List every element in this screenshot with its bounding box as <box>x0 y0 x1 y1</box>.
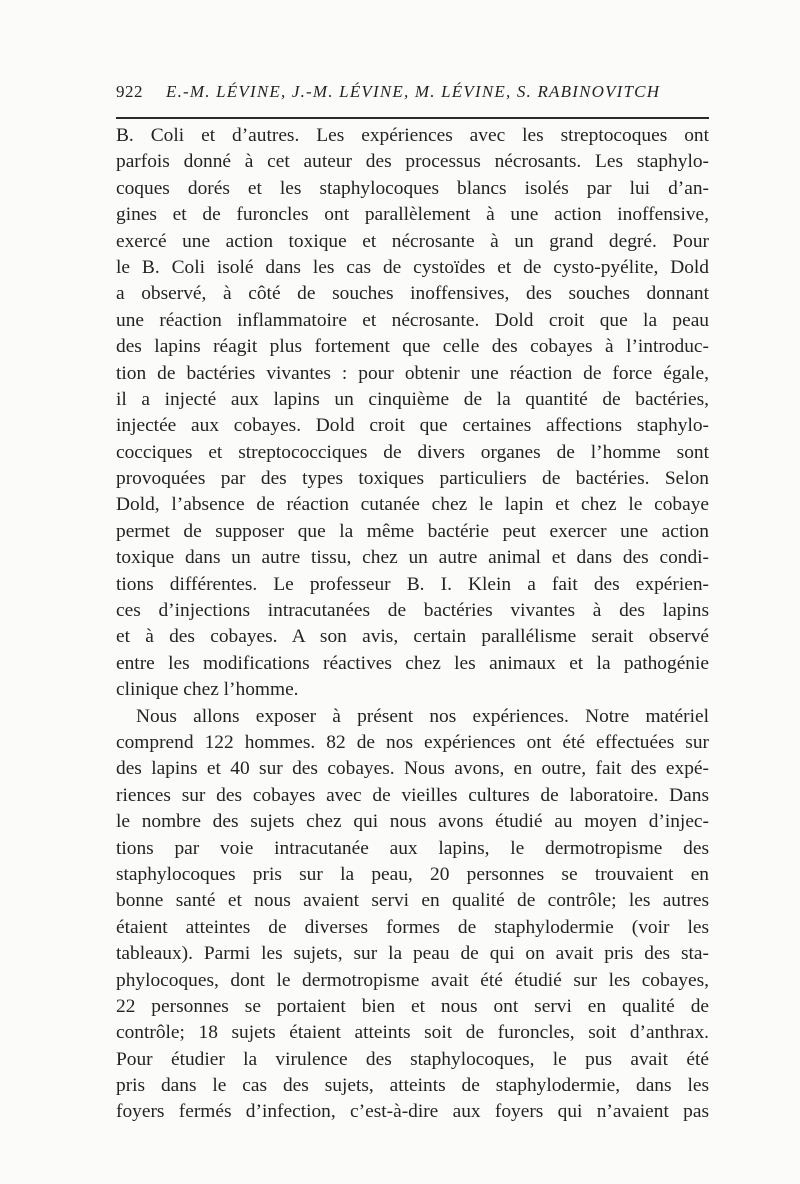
text-line: tions différentes. Le professeur B. I. Klein a fait des expérien- <box>116 573 709 595</box>
text-line: tion de bactéries vivantes : pour obtenir une réaction de force égale, <box>116 362 709 384</box>
header-rule <box>116 117 709 119</box>
text-line: 22 personnes se portaient bien et nous ont servi en qualité de <box>116 995 709 1017</box>
text-line: entre les modifications réactives chez les animaux et la pathogénie <box>116 652 709 674</box>
text-line: Nous allons exposer à présent nos expériences. Notre matériel <box>136 705 709 727</box>
text-line: le nombre des sujets chez qui nous avons étudié au moyen d’injec- <box>116 811 709 833</box>
text-line: étaient atteintes de diverses formes de staphylodermie (voir les <box>116 916 709 938</box>
text-line: coques dorés et les staphylocoques blancs isolés par lui d’an- <box>116 177 709 199</box>
text-line: staphylocoques pris sur la peau, 20 personnes se trouvaient en <box>116 863 709 885</box>
text-line: permet de supposer que la même bactérie peut exercer une action <box>116 520 709 542</box>
text-line: et à des cobayes. A son avis, certain parallélisme serait observé <box>116 626 709 648</box>
text-line: des lapins et 40 sur des cobayes. Nous avons, en outre, fait des expé- <box>116 758 709 780</box>
text-line: pris dans le cas des sujets, atteints de staphylodermie, dans les <box>116 1075 709 1097</box>
text-line: injectée aux cobayes. Dold croit que certaines affections staphylo- <box>116 415 709 437</box>
text-line: Dold, l’absence de réaction cutanée chez le lapin et chez le cobaye <box>116 494 709 516</box>
text-line: ces d’injections intracutanées de bactéries vivantes à des lapins <box>116 600 709 622</box>
text-line: bonne santé et nous avaient servi en qualité de contrôle; les autres <box>116 890 709 912</box>
page-header <box>116 82 709 112</box>
text-line: tableaux). Parmi les sujets, sur la peau de qui on avait pris des sta- <box>116 943 709 965</box>
text-line: gines et de furoncles ont parallèlement à une action inoffensive, <box>116 204 709 226</box>
text-line: tions par voie intracutanée aux lapins, le dermotropisme des <box>116 837 709 859</box>
text-line: exercé une action toxique et nécrosante à un grand degré. Pour <box>116 230 709 252</box>
text-line: phylocoques, dont le dermotropisme avait été étudié sur les cobayes, <box>116 969 709 991</box>
text-line: une réaction inflammatoire et nécrosante. Dold croit que la peau <box>116 309 709 331</box>
page-number: 922 <box>116 82 143 101</box>
text-line: B. Coli et d’autres. Les expériences avec les streptocoques ont <box>116 125 709 146</box>
text-line: clinique chez l’homme. <box>116 679 299 701</box>
text-line: contrôle; 18 sujets étaient atteints soit de furoncles, soit d’anthrax. <box>116 1022 709 1044</box>
text-line: Pour étudier la virulence des staphylocoques, le pus avait été <box>116 1048 709 1070</box>
text-line: des lapins réagit plus fortement que celle des cobayes à l’introduc- <box>116 336 709 358</box>
text-line: cocciques et streptococciques de divers organes de l’homme sont <box>116 441 709 463</box>
text-line: foyers fermés d’infection, c’est-à-dire aux foyers qui n’avaient pas <box>116 1101 709 1123</box>
body-text <box>116 123 709 1126</box>
text-line: toxique dans un autre tissu, chez un autre animal et dans des condi- <box>116 547 709 569</box>
text-line: provoquées par des types toxiques particuliers de bactéries. Selon <box>116 468 709 490</box>
text-line: riences sur des cobayes avec de vieilles cultures de laboratoire. Dans <box>116 784 709 806</box>
text-line: parfois donné à cet auteur des processus nécrosants. Les staphylo- <box>116 151 709 173</box>
text-line: a observé, à côté de souches inoffensives, des souches donnant <box>116 283 709 305</box>
text-line: le B. Coli isolé dans les cas de cystoïdes et de cysto-pyélite, Dold <box>116 256 709 278</box>
running-head: E.-M. LÉVINE, J.-M. LÉVINE, M. LÉVINE, S. RABINOVITCH <box>166 82 661 101</box>
text-line: il a injecté aux lapins un cinquième de la quantité de bactéries, <box>116 388 709 410</box>
text-line: comprend 122 hommes. 82 de nos expériences ont été effectuées sur <box>116 731 709 753</box>
